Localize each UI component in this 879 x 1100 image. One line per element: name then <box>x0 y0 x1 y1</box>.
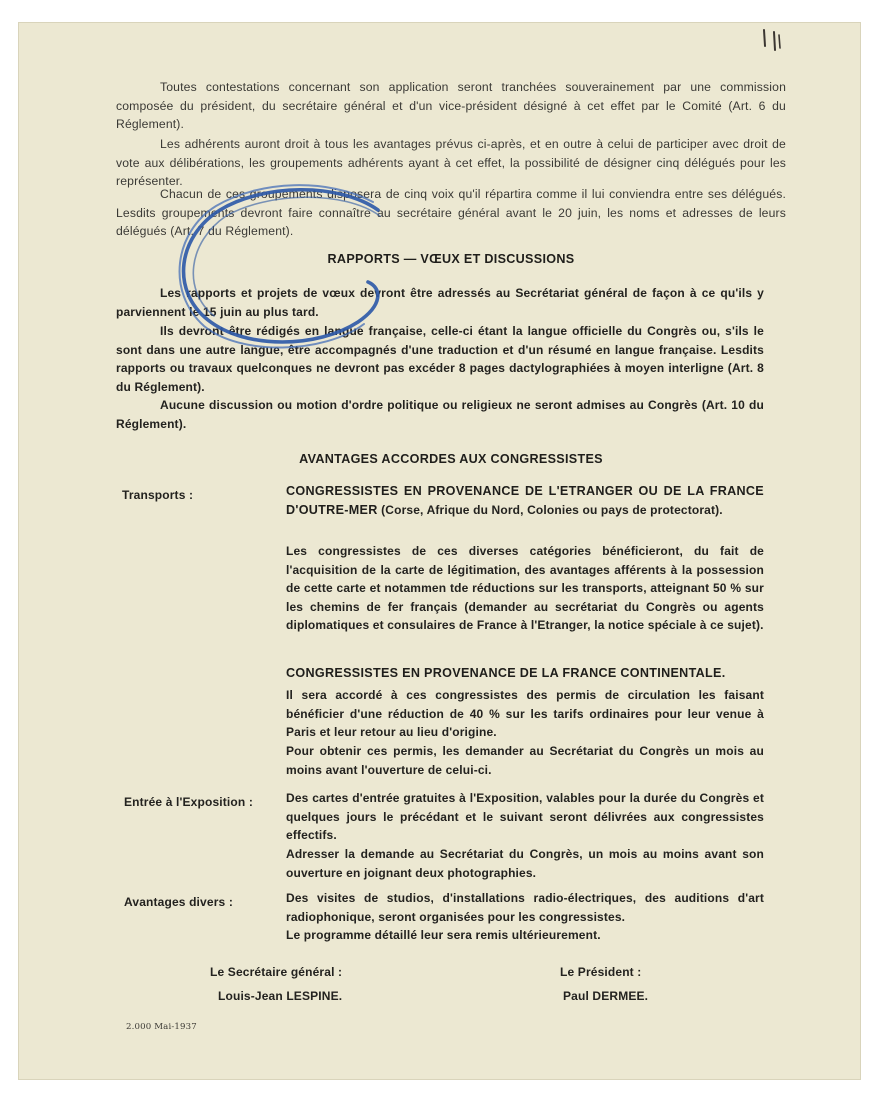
intro-paragraph-3: Chacun de ces groupements disposera de cinq voix qu'il répartira comme il lui conviendra entre ses délégués. Lesdits groupements devront faire connaître au secrétaire général avant le 20 juin, les noms et adresses de leurs délégués (Art. 7 du Réglement). <box>116 187 786 238</box>
continentale-body-1: Il sera accordé à ces congressistes des permis de circulation les faisant bénéficier d'une réduction de 40 % sur les tarifs ordinaires pour leur venue à Paris et leur retour au lieu d'origine. <box>286 688 764 739</box>
president-title: Le Président : <box>560 965 642 979</box>
rapports-paragraph-1: Les rapports et projets de vœux devront être adressés au Secrétariat général de façon à ce qu'ils y parviennent le 15 juin au plus tard. <box>116 286 764 319</box>
rapports-heading: RAPPORTS — VŒUX ET DISCUSSIONS <box>327 252 575 266</box>
entree-body-2: Adresser la demande au Secrétariat du Congrès, un mois au moins avant son ouverture en joignant deux photographies. <box>286 847 764 880</box>
transports-label: Transports : <box>122 488 194 502</box>
president-name: Paul DERMEE. <box>563 989 649 1003</box>
secretaire-name: Louis-Jean LESPINE. <box>218 989 343 1003</box>
document-page <box>18 22 861 1080</box>
print-note: 2.000 Mai-1937 <box>126 1022 197 1032</box>
entree-label: Entrée à l'Exposition : <box>124 795 253 809</box>
intro-paragraph-2: Les adhérents auront droit à tous les avantages prévus ci-après, et en outre à celui de participer avec droit de vote aux délibérations, les groupements adhérents ayant à cet effet, la possibilité de désigner cinq délégués pour les représenter. <box>116 137 786 188</box>
etranger-body: Les congressistes de ces diverses catégories bénéficieront, du fait de l'acquisition de la carte de légitimation, des avantages afférents à la possession de cette carte et notammen tde réductions sur les transports, atteignant 50 % sur les chemins de fer français (demander au secrétariat du Congrès ou agents diplomatiques et consulaires de France à l'Etranger, la notice spéciale à ce sujet). <box>286 544 764 632</box>
continentale-title: CONGRESSISTES EN PROVENANCE DE LA FRANCE CONTINENTALE. <box>286 666 726 680</box>
divers-body-2: Le programme détaillé leur sera remis ultérieurement. <box>286 928 601 942</box>
continentale-body-2: Pour obtenir ces permis, les demander au Secrétariat du Congrès un mois au moins avant l'ouverture de celui-ci. <box>286 744 764 777</box>
ink-ticks <box>756 26 796 66</box>
intro-paragraph-1: Toutes contestations concernant son application seront tranchées souverainement par une commission composée du président, du secrétaire général et d'un vice-président désigné à cet effet par le Comité (Art. 6 du Réglement). <box>116 80 786 131</box>
etranger-subtitle: (Corse, Afrique du Nord, Colonies ou pays de protectorat). <box>381 502 723 517</box>
divers-body-1: Des visites de studios, d'installations radio-électriques, des auditions d'art radiophonique, seront organisées pour les congressistes. <box>286 891 764 924</box>
etranger-section <box>286 482 764 519</box>
entree-body-1: Des cartes d'entrée gratuites à l'Exposition, valables pour la durée du Congrès et quelques jours le précédant et le suivant seront délivrées aux congressistes effectifs. <box>286 791 764 842</box>
secretaire-title: Le Secrétaire général : <box>210 965 343 979</box>
rapports-paragraph-3: Aucune discussion ou motion d'ordre politique ou religieux ne seront admises au Congrès (Art. 10 du Réglement). <box>116 398 764 431</box>
avantages-heading: AVANTAGES ACCORDES AUX CONGRESSISTES <box>299 452 603 466</box>
etranger-title: CONGRESSISTES EN PROVENANCE DE L'ETRANGER OU DE LA FRANCE D'OUTRE-MER <box>286 484 764 517</box>
blue-pen-scribble <box>168 172 408 372</box>
rapports-paragraph-2: Ils devront être rédigés en langue française, celle-ci étant la langue officielle du Congrès ou, s'ils le sont dans une autre langue, être accompagnés d'une traduction et d'un résumé en langue française. Lesdits rapports ou travaux quelconques ne devront pas excéder 8 pages dactylographiées à moyen interligne (Art. 8 du Réglement). <box>116 324 764 394</box>
divers-label: Avantages divers : <box>124 895 233 909</box>
